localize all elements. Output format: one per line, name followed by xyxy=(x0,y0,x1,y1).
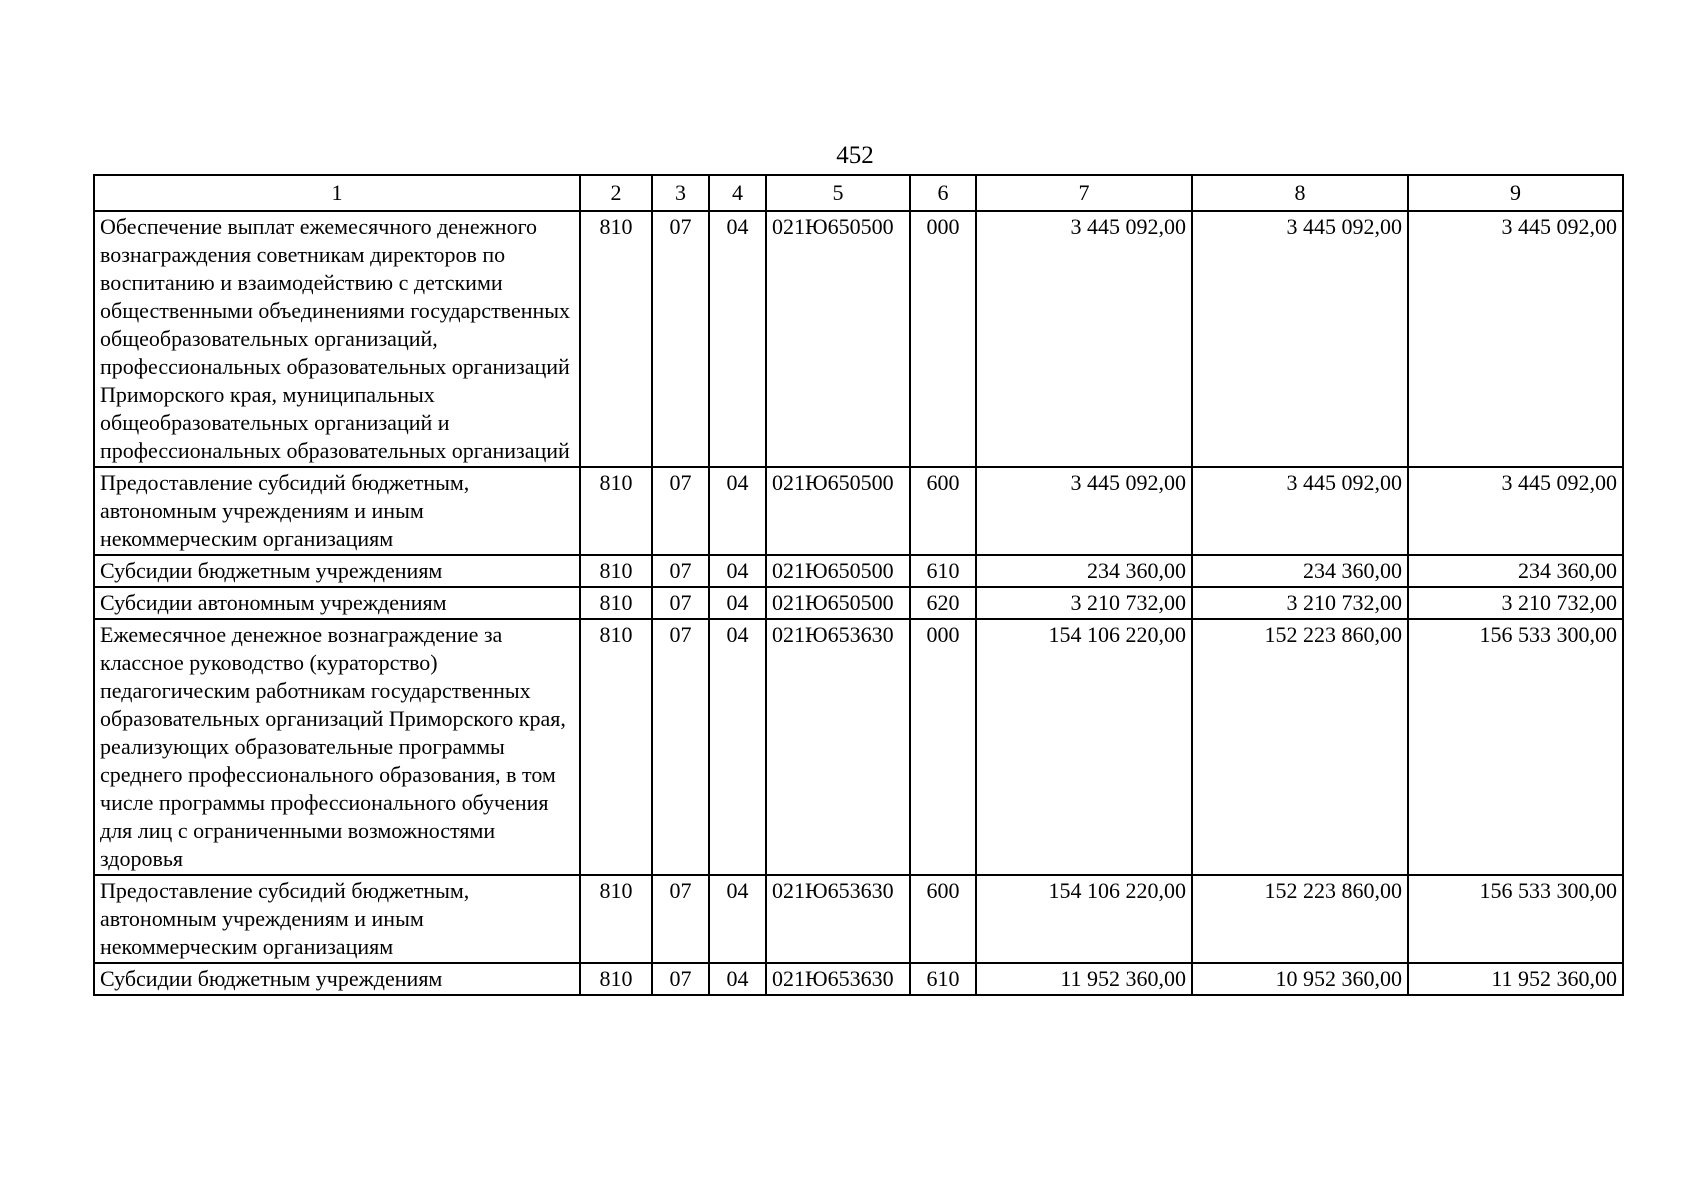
subsection-code: 04 xyxy=(709,555,766,587)
row-name: Субсидии бюджетным учреждениям xyxy=(94,963,580,995)
amount-col7: 3 445 092,00 xyxy=(976,467,1192,555)
budget-table xyxy=(93,174,1624,996)
amount-col8: 234 360,00 xyxy=(1192,555,1408,587)
target-article-code: 021Ю650500 xyxy=(766,467,910,555)
amount-col8: 10 952 360,00 xyxy=(1192,963,1408,995)
column-header: 1 xyxy=(94,175,580,211)
amount-col7: 3 210 732,00 xyxy=(976,587,1192,619)
table-row xyxy=(94,587,1623,619)
row-name: Обеспечение выплат ежемесячного денежного вознаграждения советникам директоров по воспитанию и взаимодействию с детскими общественными объединениями государственных общеобразовательных организаций, профессиональных образовательных организаций Приморского края, муниципальных общеобразовательных организаций и профессиональных образовательных организаций xyxy=(94,211,580,467)
expense-type-code: 620 xyxy=(910,587,976,619)
row-name: Субсидии автономным учреждениям xyxy=(94,587,580,619)
expense-type-code: 610 xyxy=(910,963,976,995)
target-article-code: 021Ю653630 xyxy=(766,619,910,875)
subsection-code: 04 xyxy=(709,467,766,555)
section-code: 07 xyxy=(652,555,709,587)
amount-col8: 152 223 860,00 xyxy=(1192,619,1408,875)
table-row xyxy=(94,555,1623,587)
target-article-code: 021Ю650500 xyxy=(766,211,910,467)
column-header: 5 xyxy=(766,175,910,211)
column-header: 9 xyxy=(1408,175,1623,211)
target-article-code: 021Ю650500 xyxy=(766,555,910,587)
expense-type-code: 000 xyxy=(910,619,976,875)
amount-col7: 154 106 220,00 xyxy=(976,875,1192,963)
amount-col8: 152 223 860,00 xyxy=(1192,875,1408,963)
expense-type-code: 610 xyxy=(910,555,976,587)
section-code: 07 xyxy=(652,875,709,963)
subsection-code: 04 xyxy=(709,875,766,963)
amount-col7: 154 106 220,00 xyxy=(976,619,1192,875)
amount-col9: 234 360,00 xyxy=(1408,555,1623,587)
amount-col9: 156 533 300,00 xyxy=(1408,875,1623,963)
ministry-code: 810 xyxy=(580,963,652,995)
table-row xyxy=(94,211,1623,467)
target-article-code: 021Ю653630 xyxy=(766,875,910,963)
amount-col7: 234 360,00 xyxy=(976,555,1192,587)
subsection-code: 04 xyxy=(709,587,766,619)
column-header: 6 xyxy=(910,175,976,211)
column-header: 7 xyxy=(976,175,1192,211)
row-name: Субсидии бюджетным учреждениям xyxy=(94,555,580,587)
table-row xyxy=(94,875,1623,963)
column-header: 3 xyxy=(652,175,709,211)
ministry-code: 810 xyxy=(580,619,652,875)
target-article-code: 021Ю653630 xyxy=(766,963,910,995)
expense-type-code: 600 xyxy=(910,467,976,555)
section-code: 07 xyxy=(652,211,709,467)
ministry-code: 810 xyxy=(580,555,652,587)
expense-type-code: 600 xyxy=(910,875,976,963)
amount-col9: 3 445 092,00 xyxy=(1408,211,1623,467)
row-name: Ежемесячное денежное вознаграждение за классное руководство (кураторство) педагогическим работникам государственных образовательных организаций Приморского края, реализующих образовательные программы среднего профессионального образования, в том числе программы профессионального обучения для лиц с ограниченными возможностями здоровья xyxy=(94,619,580,875)
header-row xyxy=(94,175,1623,211)
table-row xyxy=(94,963,1623,995)
column-header: 2 xyxy=(580,175,652,211)
amount-col9: 3 210 732,00 xyxy=(1408,587,1623,619)
amount-col9: 3 445 092,00 xyxy=(1408,467,1623,555)
column-header: 4 xyxy=(709,175,766,211)
table-row xyxy=(94,619,1623,875)
ministry-code: 810 xyxy=(580,587,652,619)
subsection-code: 04 xyxy=(709,619,766,875)
table-row xyxy=(94,467,1623,555)
section-code: 07 xyxy=(652,619,709,875)
section-code: 07 xyxy=(652,963,709,995)
amount-col8: 3 445 092,00 xyxy=(1192,467,1408,555)
row-name: Предоставление субсидий бюджетным, автономным учреждениям и иным некоммерческим организациям xyxy=(94,875,580,963)
ministry-code: 810 xyxy=(580,875,652,963)
ministry-code: 810 xyxy=(580,467,652,555)
amount-col7: 11 952 360,00 xyxy=(976,963,1192,995)
column-header: 8 xyxy=(1192,175,1408,211)
page-number: 452 xyxy=(836,142,874,169)
subsection-code: 04 xyxy=(709,963,766,995)
amount-col7: 3 445 092,00 xyxy=(976,211,1192,467)
section-code: 07 xyxy=(652,467,709,555)
row-name: Предоставление субсидий бюджетным, автономным учреждениям и иным некоммерческим организациям xyxy=(94,467,580,555)
amount-col9: 11 952 360,00 xyxy=(1408,963,1623,995)
amount-col8: 3 210 732,00 xyxy=(1192,587,1408,619)
section-code: 07 xyxy=(652,587,709,619)
amount-col8: 3 445 092,00 xyxy=(1192,211,1408,467)
amount-col9: 156 533 300,00 xyxy=(1408,619,1623,875)
subsection-code: 04 xyxy=(709,211,766,467)
expense-type-code: 000 xyxy=(910,211,976,467)
target-article-code: 021Ю650500 xyxy=(766,587,910,619)
ministry-code: 810 xyxy=(580,211,652,467)
